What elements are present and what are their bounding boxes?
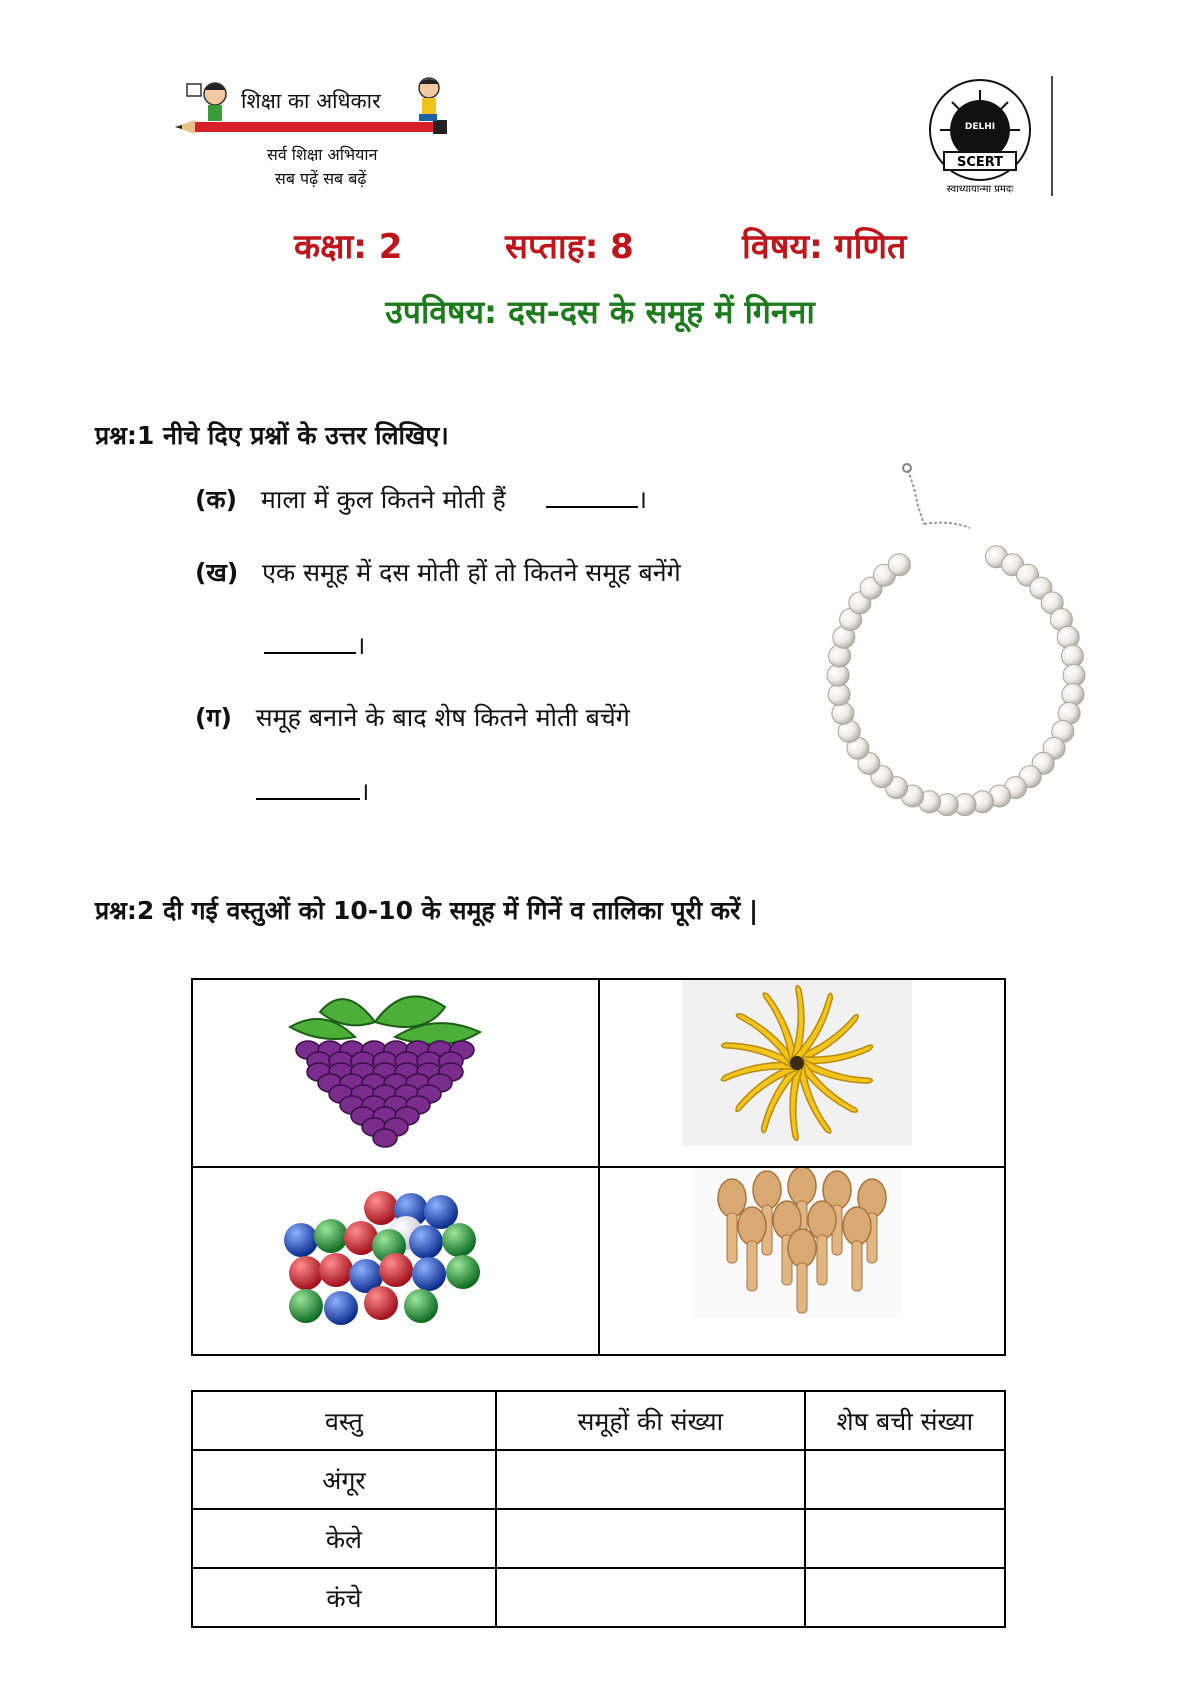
pearl <box>1061 645 1083 667</box>
subtopic-title: उपविषय: दस-दस के समूह में गिनना <box>385 293 815 331</box>
subject-label: विषय: गणित <box>742 227 907 267</box>
table-row <box>192 1568 1005 1627</box>
answer-blank-c[interactable] <box>256 772 360 800</box>
marbles-image <box>281 1178 491 1343</box>
count-table <box>191 1390 1006 1628</box>
q1-a-text: माला में कुल कितने मोती हैं <box>260 485 506 514</box>
logo-line-2: सब पढ़ें सब बढ़ें <box>275 169 367 188</box>
sarva-shiksha-logo <box>175 72 475 197</box>
spoons-cell <box>599 1167 1006 1355</box>
remaining-answer-cell[interactable] <box>805 1509 1005 1568</box>
q1-b-text: एक समूह में दस मोती हों तो कितने समूह बनेंगे <box>262 558 681 587</box>
q1-a-label: (क) <box>195 485 238 514</box>
remaining-answer-cell[interactable] <box>805 1450 1005 1509</box>
q1-c-answer <box>256 772 369 808</box>
q1-part-b <box>195 555 681 589</box>
q1-part-a <box>195 480 647 516</box>
marble <box>424 1195 458 1229</box>
q1-c-text: समूह बनाने के बाद शेष कितने मोती बचेंगे <box>255 703 630 732</box>
q1-b-answer <box>264 626 365 662</box>
class-label: कक्षा: 2 <box>294 227 403 267</box>
marble <box>412 1257 446 1291</box>
marble <box>319 1253 353 1287</box>
marble <box>404 1289 438 1323</box>
marble <box>289 1289 323 1323</box>
item-cell: केले <box>192 1509 496 1568</box>
grapes-cell <box>192 979 599 1167</box>
item-cell: अंगूर <box>192 1450 496 1509</box>
pearl <box>827 664 849 686</box>
end-mark: । <box>360 777 370 806</box>
pearl <box>828 684 850 706</box>
marble <box>446 1255 480 1289</box>
pearl <box>829 645 851 667</box>
marble <box>289 1256 323 1290</box>
marbles-cell <box>192 1167 599 1355</box>
marble <box>364 1286 398 1320</box>
q1-title: प्रश्न:1 नीचे दिए प्रश्नों के उत्तर लिखिए। <box>95 421 449 450</box>
table-row <box>192 1450 1005 1509</box>
groups-answer-cell[interactable] <box>496 1509 805 1568</box>
answer-blank-b[interactable] <box>264 626 356 654</box>
logo-line-1: सर्व शिक्षा अभियान <box>267 145 378 164</box>
q1-part-c <box>195 700 630 734</box>
pearl <box>888 554 910 576</box>
logo-title: शिक्षा का अधिकार <box>241 89 381 113</box>
marble <box>442 1223 476 1257</box>
marble <box>364 1191 398 1225</box>
marble <box>284 1223 318 1257</box>
table-header-row <box>192 1391 1005 1450</box>
pearl <box>1057 626 1079 648</box>
objects-picture-table <box>191 978 1006 1356</box>
groups-answer-cell[interactable] <box>496 1568 805 1627</box>
marble <box>314 1219 348 1253</box>
grape <box>373 1129 397 1147</box>
grapes-image <box>285 982 485 1152</box>
col-header-remaining: शेष बची संख्या <box>805 1391 1005 1450</box>
table-row <box>192 1509 1005 1568</box>
week-label: सप्ताह: 8 <box>505 227 634 267</box>
pearl-necklace-image <box>810 462 1100 822</box>
remaining-answer-cell[interactable] <box>805 1568 1005 1627</box>
pearl <box>1062 684 1084 706</box>
bananas-image <box>682 980 912 1146</box>
end-mark: । <box>637 485 648 514</box>
groups-answer-cell[interactable] <box>496 1450 805 1509</box>
col-header-item: वस्तु <box>192 1391 496 1450</box>
spoons-image <box>692 1168 902 1318</box>
item-cell: कंचे <box>192 1568 496 1627</box>
marble <box>324 1291 358 1325</box>
logo-motto: स्वाध्यायान्मा प्रमदः <box>946 184 1014 195</box>
pearl <box>832 702 854 724</box>
necklace-chain <box>908 470 924 524</box>
logo-city: DELHI <box>964 122 996 132</box>
col-header-groups: समूहों की संख्या <box>496 1391 805 1450</box>
q2-title: प्रश्न:2 दी गई वस्तुओं को 10-10 के समूह में गिनें व तालिका पूरी करें | <box>95 896 759 925</box>
answer-blank-a[interactable] <box>546 480 638 508</box>
q1-b-label: (ख) <box>195 558 239 587</box>
q1-c-label: (ग) <box>195 703 232 732</box>
marble <box>379 1253 413 1287</box>
marble <box>409 1225 443 1259</box>
scert-logo <box>918 72 1058 198</box>
bananas-cell <box>599 979 1006 1167</box>
end-mark: । <box>356 631 366 660</box>
pearl <box>1063 664 1085 686</box>
logo-name: SCERT <box>956 155 1004 170</box>
